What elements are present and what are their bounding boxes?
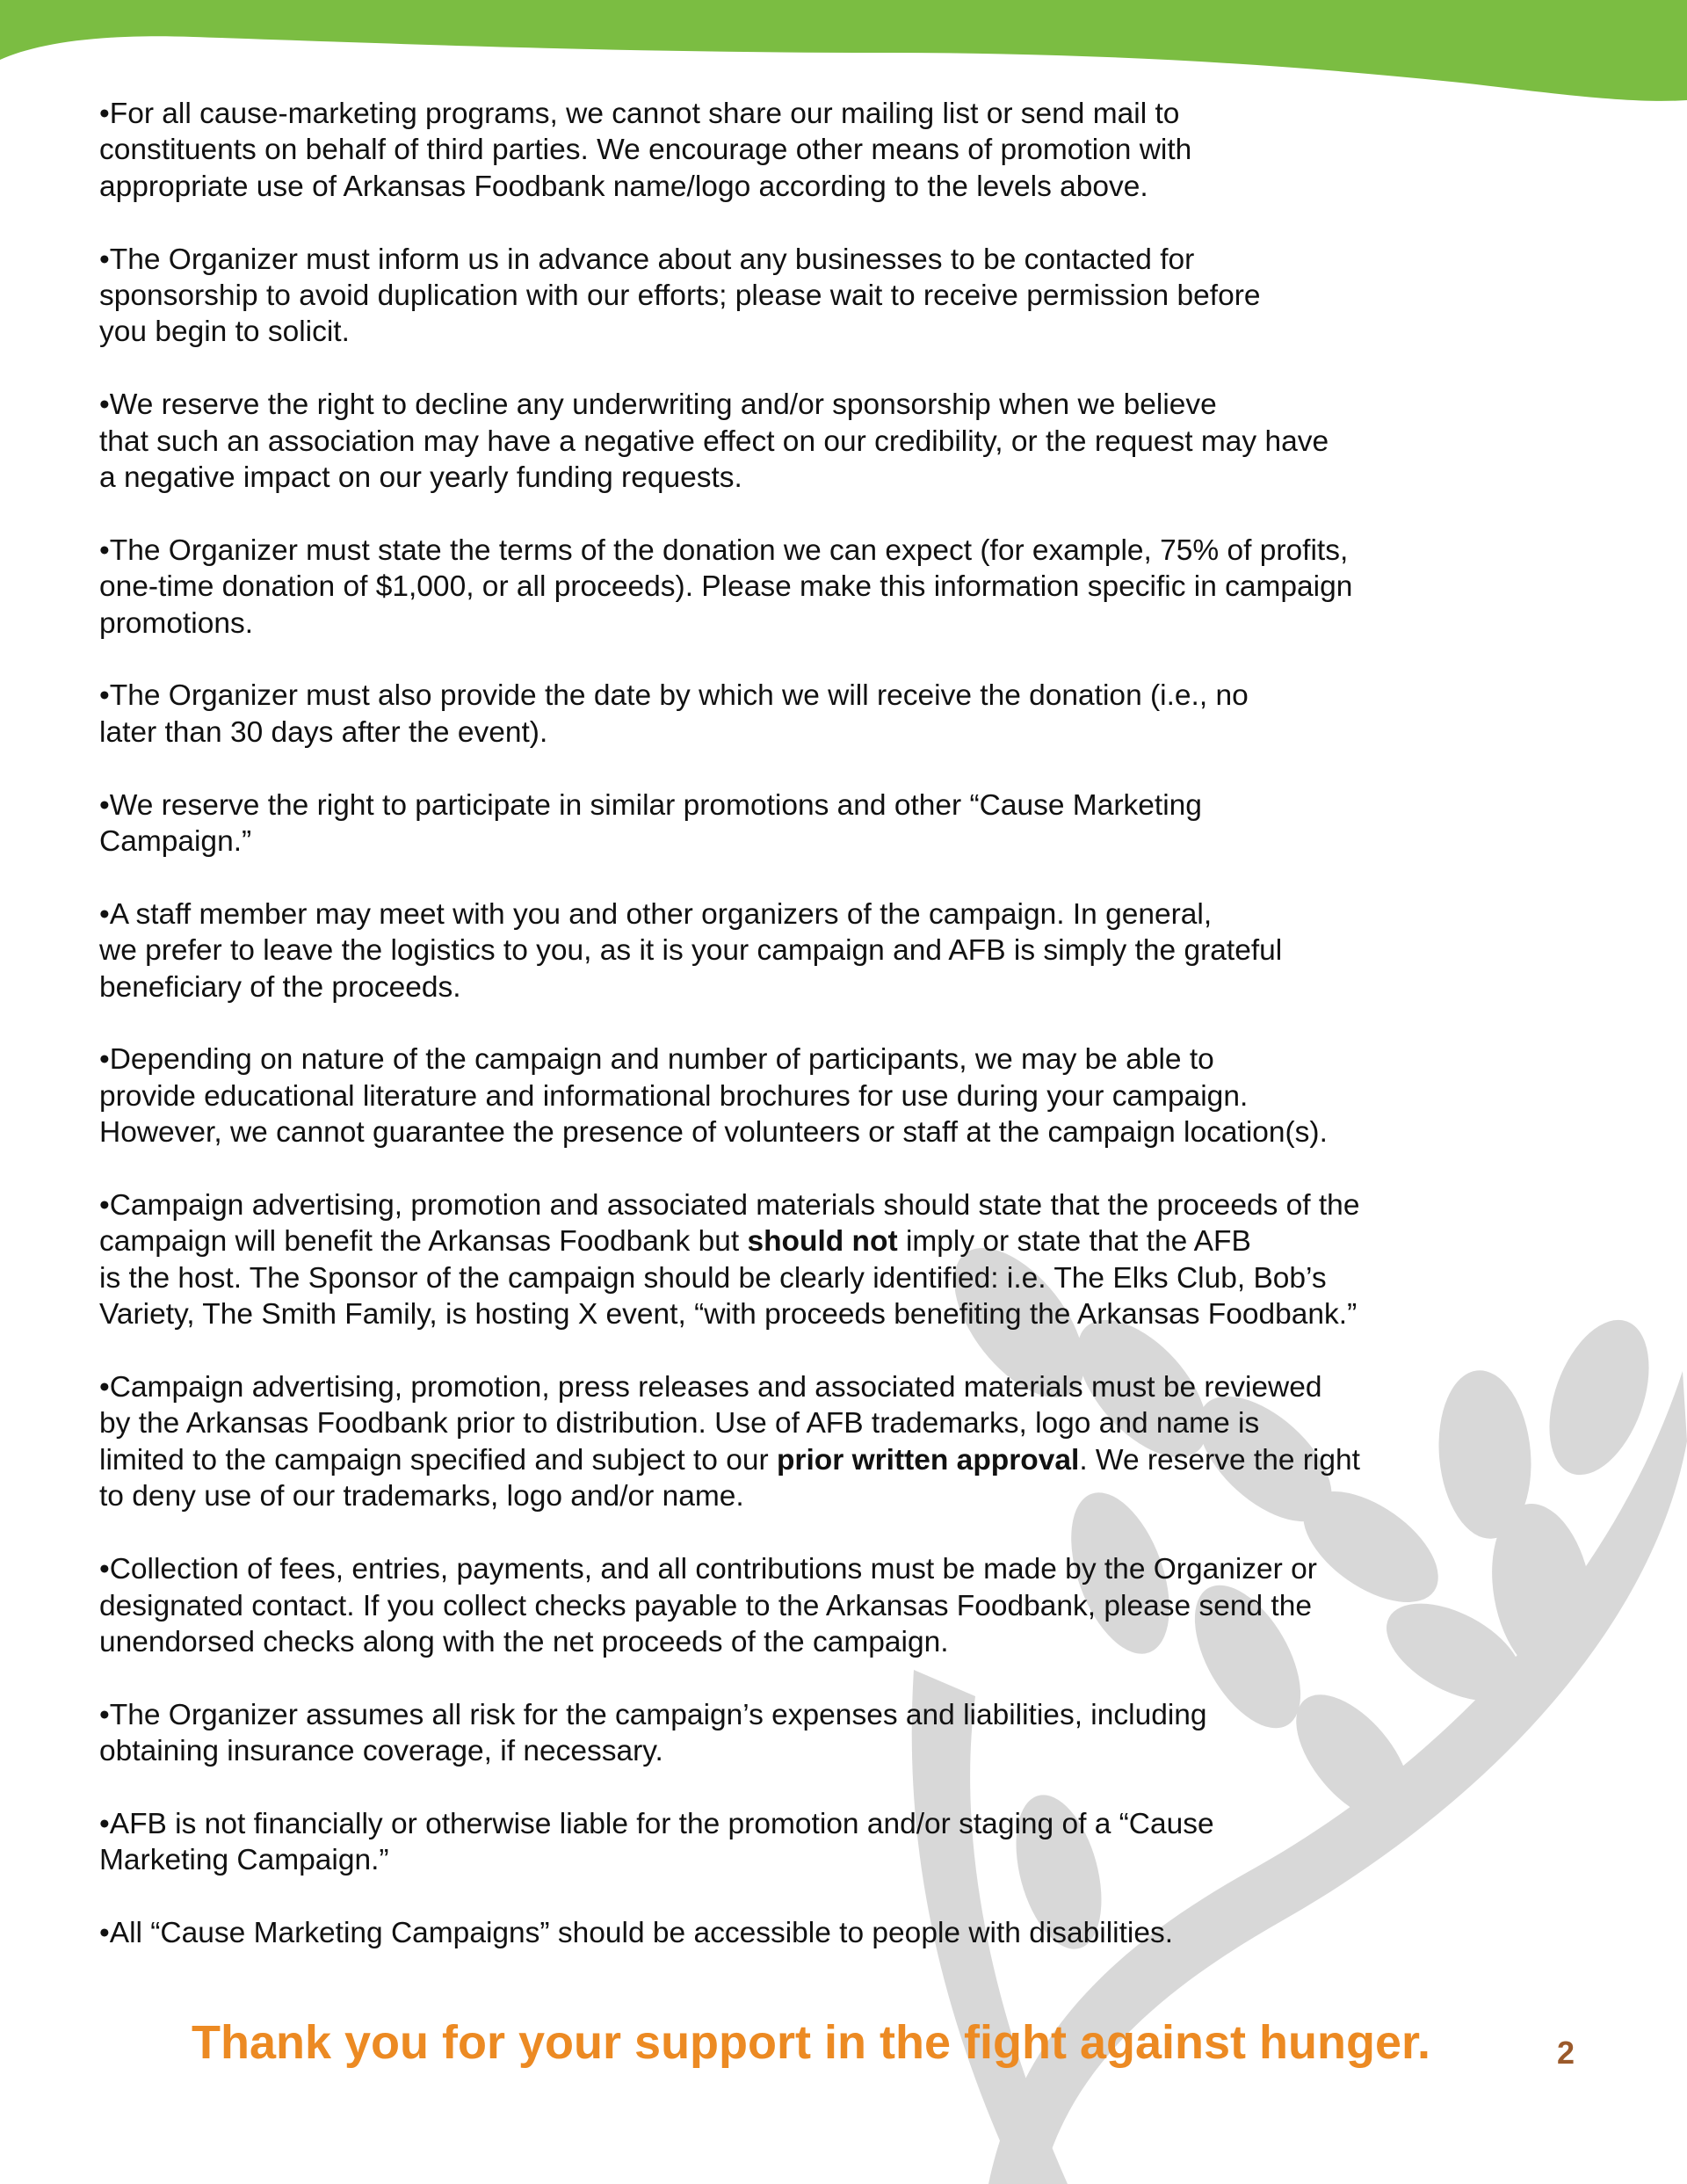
paragraph-line: provide educational literature and informational brochures for use during your campaign. xyxy=(99,1079,1249,1113)
terms-paragraph xyxy=(99,1915,1593,1951)
paragraph-line: to deny use of our trademarks, logo and/or name. xyxy=(99,1480,744,1513)
paragraph-line: unendorsed checks along with the net proceeds of the campaign. xyxy=(99,1625,949,1658)
terms-paragraph xyxy=(99,1806,1593,1879)
paragraph-line: •Campaign advertising, promotion and associated materials should state that the proceeds of the xyxy=(99,1189,1360,1223)
paragraph-line: •Depending on nature of the campaign and number of participants, we may be able to xyxy=(99,1043,1214,1077)
terms-paragraph xyxy=(99,242,1593,351)
thank-you-message: Thank you for your support in the fight against hunger. xyxy=(192,2016,1431,2069)
paragraph-line: •AFB is not financially or otherwise liable for the promotion and/or staging of a “Cause xyxy=(99,1807,1214,1840)
paragraph-line: promotions. xyxy=(99,606,254,640)
paragraph-line: beneficiary of the proceeds. xyxy=(99,970,461,1004)
terms-paragraph xyxy=(99,96,1593,205)
line-text: limited to the campaign specified and subject to our xyxy=(99,1443,777,1477)
paragraph-line: Variety, The Smith Family, is hosting X event, “with proceeds benefiting the Arkansas Foodbank.” xyxy=(99,1298,1358,1331)
paragraph-line-with-emphasis xyxy=(99,1442,1593,1478)
paragraph-line: •The Organizer must also provide the date by which we will receive the donation (i.e., no xyxy=(99,679,1249,713)
paragraph-line: •The Organizer assumes all risk for the campaign’s expenses and liabilities, including xyxy=(99,1698,1207,1731)
terms-paragraph xyxy=(99,787,1593,860)
terms-paragraph xyxy=(99,678,1593,751)
terms-paragraph xyxy=(99,1551,1593,1660)
paragraph-line: is the host. The Sponsor of the campaign should be clearly identified: i.e. The Elks Club, Bob’s xyxy=(99,1261,1327,1295)
paragraph-line: •Collection of fees, entries, payments, and all contributions must be made by the Organizer or xyxy=(99,1553,1317,1586)
terms-paragraph xyxy=(99,387,1593,496)
terms-paragraph xyxy=(99,1369,1593,1515)
terms-paragraph xyxy=(99,1041,1593,1150)
emphasized-text: should not xyxy=(747,1225,898,1259)
paragraph-line: by the Arkansas Foodbank prior to distribution. Use of AFB trademarks, logo and name is xyxy=(99,1407,1260,1440)
terms-paragraph xyxy=(99,896,1593,1005)
paragraph-line: Campaign.” xyxy=(99,825,252,859)
paragraph-line: sponsorship to avoid duplication with our efforts; please wait to receive permission before xyxy=(99,279,1261,313)
line-text: . We reserve the right xyxy=(1079,1443,1360,1477)
paragraph-line: designated contact. If you collect checks payable to the Arkansas Foodbank, please send the xyxy=(99,1589,1312,1622)
paragraph-line: that such an association may have a negative effect on our credibility, or the request may have xyxy=(99,424,1329,458)
paragraph-line: •For all cause-marketing programs, we cannot share our mailing list or send mail to xyxy=(99,98,1180,130)
paragraph-line: we prefer to leave the logistics to you, as it is your campaign and AFB is simply the grateful xyxy=(99,934,1283,968)
paragraph-line: •We reserve the right to decline any underwriting and/or sponsorship when we believe xyxy=(99,388,1217,422)
paragraph-line: •The Organizer must state the terms of the donation we can expect (for example, 75% of profits, xyxy=(99,533,1349,567)
line-text: imply or state that the AFB xyxy=(897,1225,1251,1259)
paragraph-line: you begin to solicit. xyxy=(99,316,350,349)
terms-paragraph xyxy=(99,1697,1593,1770)
paragraph-line: a negative impact on our yearly funding requests. xyxy=(99,461,742,495)
paragraph-line: Marketing Campaign.” xyxy=(99,1844,389,1877)
paragraph-line-with-emphasis xyxy=(99,1223,1593,1259)
paragraph-line: constituents on behalf of third parties. We encourage other means of promotion with xyxy=(99,134,1192,167)
terms-paragraph xyxy=(99,533,1593,642)
paragraph-line: one-time donation of $1,000, or all proceeds). Please make this information specific in campaign xyxy=(99,570,1353,604)
paragraph-line: •All “Cause Marketing Campaigns” should be accessible to people with disabilities. xyxy=(99,1917,1174,1950)
paragraph-line: obtaining insurance coverage, if necessary. xyxy=(99,1735,663,1768)
terms-body xyxy=(99,96,1593,1988)
paragraph-line: •A staff member may meet with you and other organizers of the campaign. In general, xyxy=(99,897,1213,931)
paragraph-line: However, we cannot guarantee the presence of volunteers or staff at the campaign location(s). xyxy=(99,1116,1328,1150)
page-number: 2 xyxy=(1557,2035,1575,2071)
paragraph-line: •The Organizer must inform us in advance about any businesses to be contacted for xyxy=(99,243,1195,276)
line-text: campaign will benefit the Arkansas Foodbank but xyxy=(99,1225,748,1259)
paragraph-line: appropriate use of Arkansas Foodbank name/logo according to the levels above. xyxy=(99,170,1148,203)
terms-paragraph xyxy=(99,1187,1593,1333)
paragraph-line: •We reserve the right to participate in similar promotions and other “Cause Marketing xyxy=(99,788,1202,822)
emphasized-text: prior written approval xyxy=(776,1443,1080,1477)
paragraph-line: later than 30 days after the event). xyxy=(99,715,548,749)
paragraph-line: •Campaign advertising, promotion, press releases and associated materials must be reviewed xyxy=(99,1371,1322,1404)
green-wave-banner xyxy=(0,0,1687,101)
